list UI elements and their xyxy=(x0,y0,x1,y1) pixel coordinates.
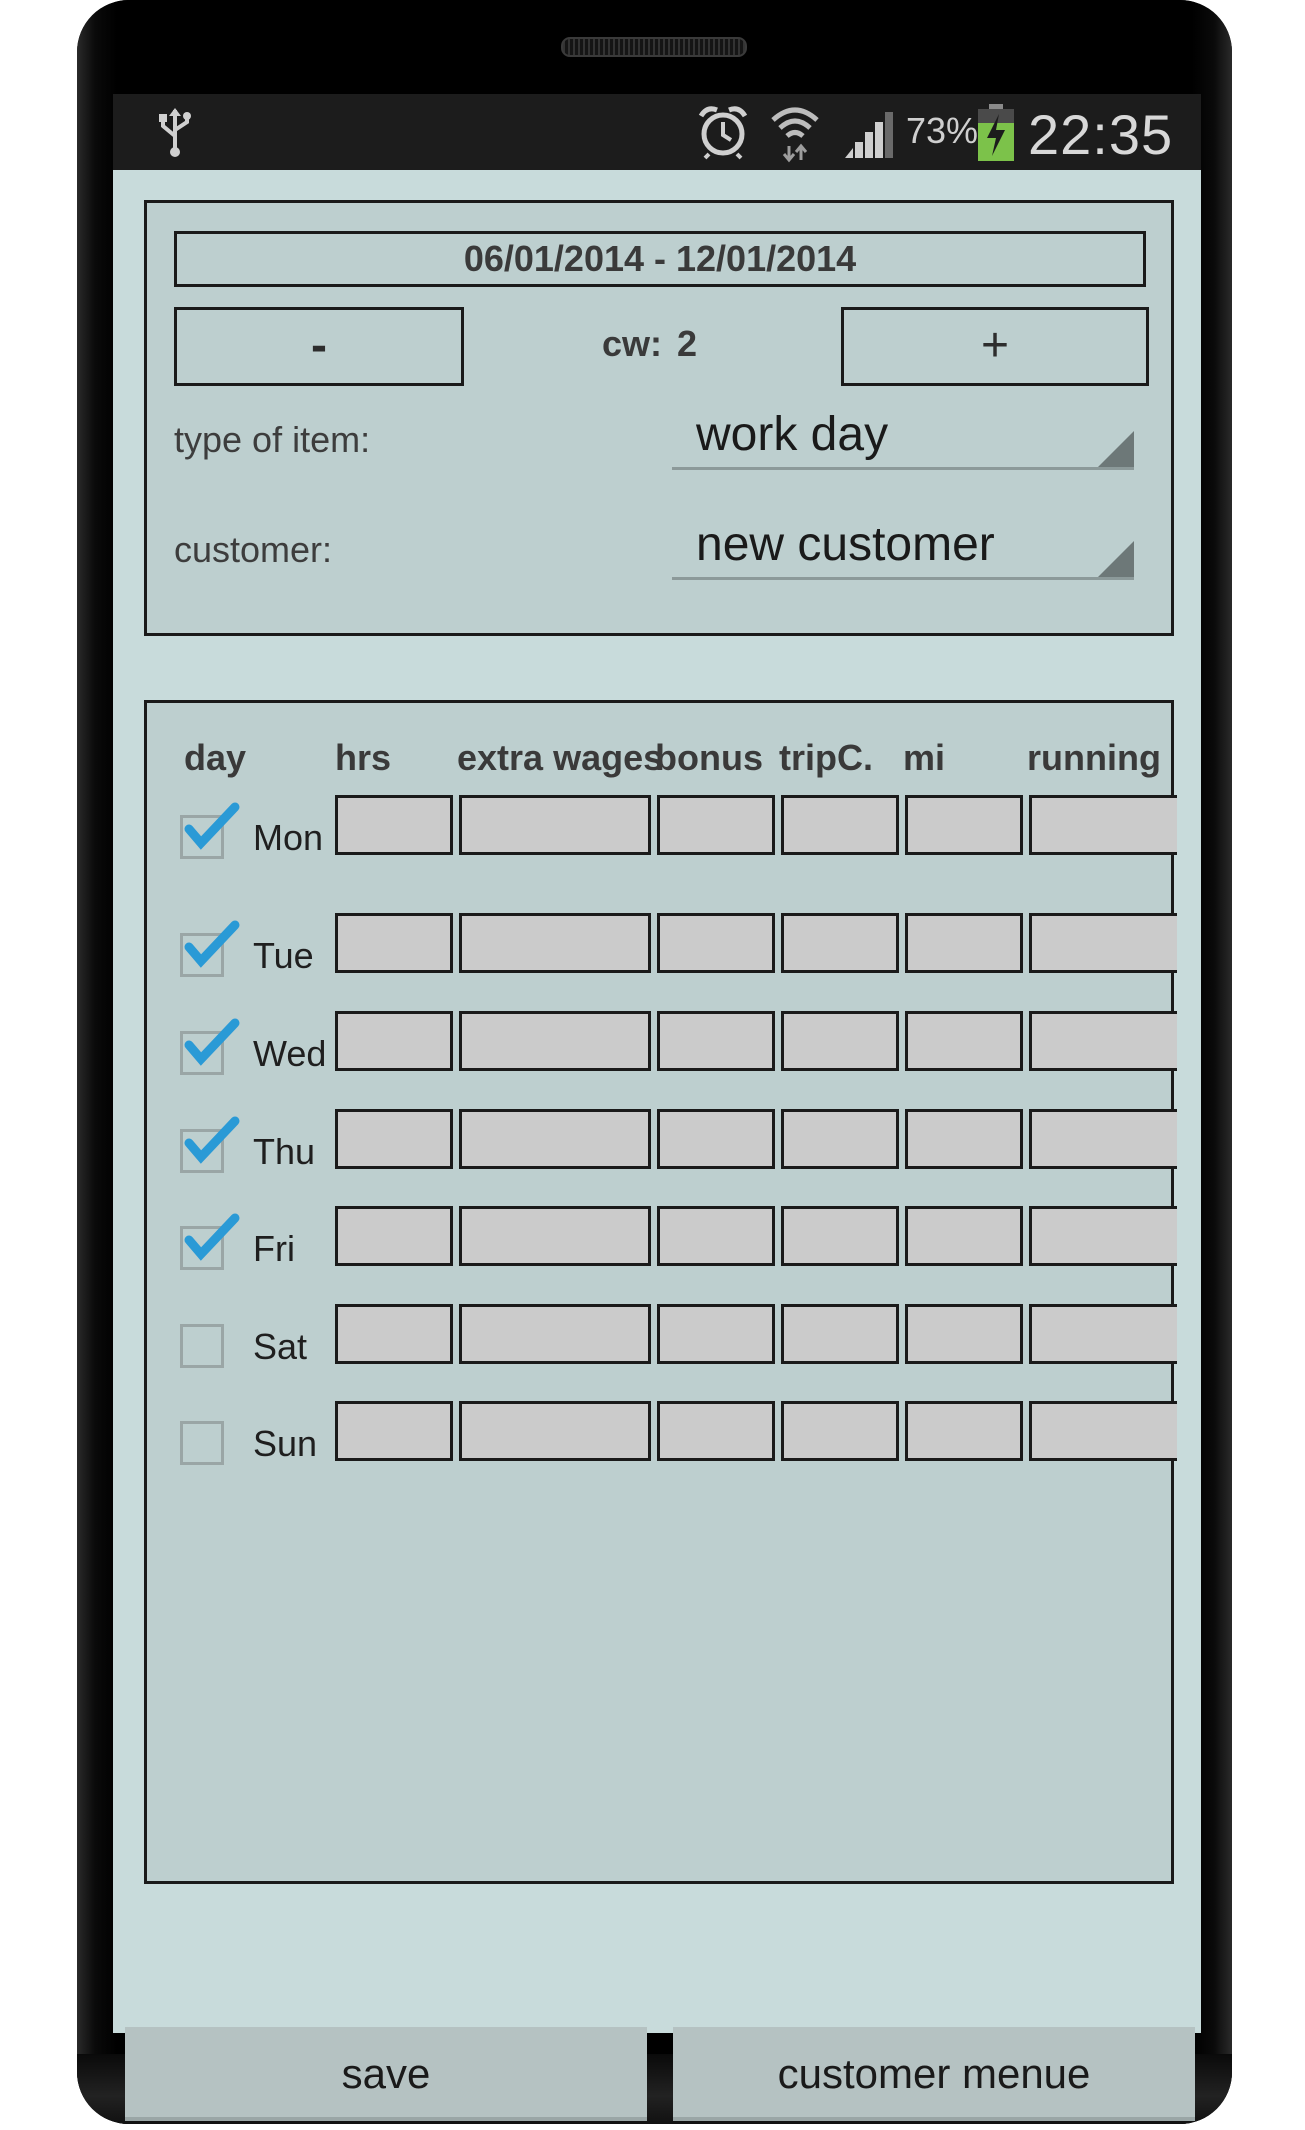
mi-input[interactable] xyxy=(905,913,1023,973)
table-row xyxy=(147,913,1171,976)
mi-input[interactable] xyxy=(905,1206,1023,1266)
week-settings-panel xyxy=(144,200,1174,636)
customer-value: new customer xyxy=(696,518,995,571)
battery-charging-icon xyxy=(977,104,1015,162)
column-header-bonus: bonus xyxy=(655,737,763,778)
day-checkbox[interactable] xyxy=(180,933,224,977)
wifi-icon xyxy=(769,102,821,162)
column-header-day: day xyxy=(184,737,247,778)
extra-wages-input[interactable] xyxy=(459,1011,651,1071)
type-of-item-spinner[interactable] xyxy=(672,401,1134,470)
tripc-input[interactable] xyxy=(781,1206,899,1266)
day-checkbox[interactable] xyxy=(180,1129,224,1173)
running-input[interactable] xyxy=(1029,1206,1177,1266)
day-label: Thu xyxy=(253,1131,316,1172)
day-checkbox[interactable] xyxy=(180,1324,224,1368)
bonus-input[interactable] xyxy=(657,1011,775,1071)
hrs-input[interactable] xyxy=(335,1206,453,1266)
tripc-input[interactable] xyxy=(781,795,899,855)
hrs-input[interactable] xyxy=(335,795,453,855)
hrs-input[interactable] xyxy=(335,1011,453,1071)
calendar-week-label: cw: xyxy=(602,323,663,364)
hrs-input[interactable] xyxy=(335,913,453,973)
extra-wages-input[interactable] xyxy=(459,1109,651,1169)
day-label: Sun xyxy=(253,1423,318,1464)
table-row xyxy=(147,1206,1171,1269)
alarm-icon xyxy=(697,104,749,160)
customer-menu-button[interactable]: customer menue xyxy=(673,2027,1195,2121)
status-clock: 22:35 xyxy=(1028,103,1174,166)
mi-input[interactable] xyxy=(905,1401,1023,1461)
date-range-display: 06/01/2014 - 12/01/2014 xyxy=(174,231,1146,287)
running-input[interactable] xyxy=(1029,1011,1177,1071)
running-input[interactable] xyxy=(1029,1401,1177,1461)
bonus-input[interactable] xyxy=(657,1401,775,1461)
bonus-input[interactable] xyxy=(657,795,775,855)
earpiece-speaker xyxy=(561,37,747,57)
extra-wages-input[interactable] xyxy=(459,1206,651,1266)
table-row xyxy=(147,1304,1171,1367)
day-checkbox[interactable] xyxy=(180,1031,224,1075)
bonus-input[interactable] xyxy=(657,913,775,973)
mi-input[interactable] xyxy=(905,1109,1023,1169)
day-checkbox[interactable] xyxy=(180,815,224,859)
day-label: Fri xyxy=(253,1228,295,1269)
table-row xyxy=(147,1401,1171,1464)
status-bar xyxy=(113,94,1201,170)
tripc-input[interactable] xyxy=(781,1109,899,1169)
extra-wages-input[interactable] xyxy=(459,913,651,973)
extra-wages-input[interactable] xyxy=(459,795,651,855)
hrs-input[interactable] xyxy=(335,1401,453,1461)
dropdown-arrow-icon xyxy=(1098,431,1134,467)
previous-week-button[interactable]: - xyxy=(174,307,464,386)
tripc-input[interactable] xyxy=(781,1011,899,1071)
battery-percent: 73% xyxy=(906,110,979,151)
running-input[interactable] xyxy=(1029,1109,1177,1169)
day-label: Mon xyxy=(253,817,324,858)
hrs-input[interactable] xyxy=(335,1304,453,1364)
app-screen xyxy=(113,94,1201,2097)
hrs-input[interactable] xyxy=(335,1109,453,1169)
bonus-input[interactable] xyxy=(657,1304,775,1364)
type-of-item-value: work day xyxy=(696,408,889,461)
column-header-extra-wages: extra wages xyxy=(457,737,664,778)
customer-spinner[interactable] xyxy=(672,511,1134,580)
calendar-week-value: 2 xyxy=(677,323,698,364)
extra-wages-input[interactable] xyxy=(459,1304,651,1364)
running-input[interactable] xyxy=(1029,1304,1177,1364)
mi-input[interactable] xyxy=(905,1011,1023,1071)
running-input[interactable] xyxy=(1029,913,1177,973)
running-input[interactable] xyxy=(1029,795,1177,855)
column-header-tripc: tripC. xyxy=(779,737,873,778)
bonus-input[interactable] xyxy=(657,1109,775,1169)
save-button[interactable]: save xyxy=(125,2027,647,2121)
next-week-button[interactable]: + xyxy=(841,307,1149,386)
table-row xyxy=(147,795,1171,858)
extra-wages-input[interactable] xyxy=(459,1401,651,1461)
tripc-input[interactable] xyxy=(781,1304,899,1364)
day-checkbox[interactable] xyxy=(180,1421,224,1465)
mi-input[interactable] xyxy=(905,795,1023,855)
column-header-mi: mi xyxy=(903,737,946,778)
bonus-input[interactable] xyxy=(657,1206,775,1266)
tripc-input[interactable] xyxy=(781,1401,899,1461)
table-row xyxy=(147,1011,1171,1074)
type-of-item-label: type of item: xyxy=(174,419,371,460)
column-header-running: running xyxy=(1027,737,1161,778)
day-label: Wed xyxy=(253,1033,327,1074)
usb-icon xyxy=(155,106,195,158)
signal-icon xyxy=(843,108,895,160)
column-header-hrs: hrs xyxy=(335,737,392,778)
customer-label: customer: xyxy=(174,529,333,570)
table-row xyxy=(147,1109,1171,1172)
day-label: Sat xyxy=(253,1326,308,1367)
day-label: Tue xyxy=(253,935,314,976)
dropdown-arrow-icon xyxy=(1098,541,1134,577)
day-checkbox[interactable] xyxy=(180,1226,224,1270)
week-table-panel xyxy=(144,700,1174,1884)
tripc-input[interactable] xyxy=(781,913,899,973)
mi-input[interactable] xyxy=(905,1304,1023,1364)
